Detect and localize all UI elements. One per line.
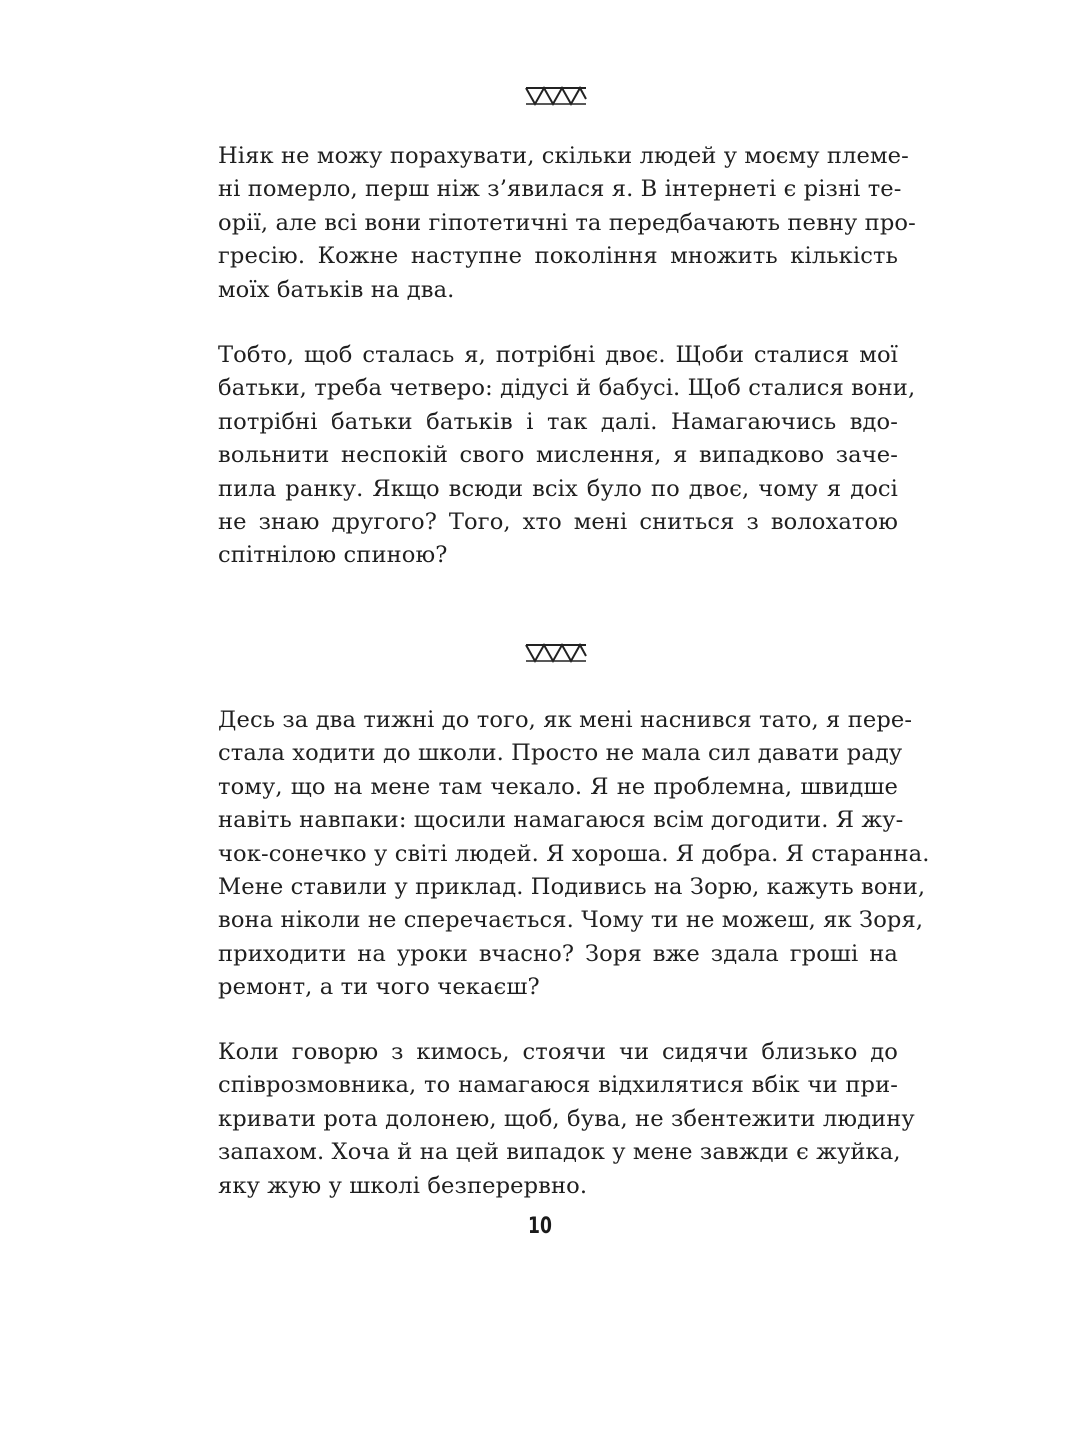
text-line: не знаю другого? Того, хто мені сниться з волохатою xyxy=(218,509,898,536)
text-line: Десь за два тижні до того, як мені наснився тато, я пере- xyxy=(218,707,913,733)
paragraph-3 xyxy=(218,704,930,1005)
section-divider-ornament-icon xyxy=(524,85,588,107)
section-divider-ornament-icon xyxy=(524,642,588,664)
text-line: вона ніколи не сперечається. Чому ти не можеш, як Зоря, xyxy=(218,907,924,934)
text-line: співрозмовника, то намагаюся відхилятися вбік чи при- xyxy=(218,1072,898,1099)
paragraph-2 xyxy=(218,339,916,573)
text-line: Коли говорю з кимось, стоячи чи сидячи близько до xyxy=(218,1039,898,1065)
text-line: Мене ставили у приклад. Подивись на Зорю, кажуть вони, xyxy=(218,874,926,901)
text-line: Тобто, щоб сталась я, потрібні двоє. Щоби сталися мої xyxy=(218,342,898,368)
page-number: 10 xyxy=(528,1214,552,1239)
text-line: приходити на уроки вчасно? Зоря вже здала гроші на xyxy=(218,940,898,967)
text-line: стала ходити до школи. Просто не мала сил давати раду xyxy=(218,740,903,767)
text-line: яку жую у школі безперервно. xyxy=(218,1172,588,1199)
text-line: вольнити неспокій свого мислення, я випадково заче- xyxy=(218,442,898,469)
text-line: ремонт, а ти чого чекаєш? xyxy=(218,974,540,1001)
paragraph-1 xyxy=(218,140,916,307)
text-line: тому, що на мене там чекало. Я не проблемна, швидше xyxy=(218,773,898,800)
text-line: орії, але всі вони гіпотетичні та передбачають певну про- xyxy=(218,209,916,236)
paragraph-4 xyxy=(218,1036,915,1203)
text-line: спітнілою спиною? xyxy=(218,542,448,569)
text-line: гресію. Кожне наступне покоління множить кількість xyxy=(218,243,898,270)
text-line: навіть навпаки: щосили намагаюся всім догодити. Я жу- xyxy=(218,807,904,834)
text-line: запахом. Хоча й на цей випадок у мене завжди є жуйка, xyxy=(218,1139,901,1166)
text-line: пила ранку. Якщо всюди всіх було по двоє, чому я досі xyxy=(218,475,898,502)
text-line: ні померло, перш ніж з’явилася я. В інтернеті є різні те- xyxy=(218,176,902,203)
text-line: батьки, треба четверо: дідусі й бабусі. Щоб сталися вони, xyxy=(218,375,916,402)
text-line: Ніяк не можу порахувати, скільки людей у моєму племе- xyxy=(218,143,909,169)
text-line: чок-сонечко у світі людей. Я хороша. Я добра. Я старанна. xyxy=(218,840,930,867)
text-line: кривати рота долонею, щоб, бува, не збентежити людину xyxy=(218,1105,915,1132)
text-line: потрібні батьки батьків і так далі. Намагаючись вдо- xyxy=(218,408,898,435)
text-line: моїх батьків на два. xyxy=(218,276,455,303)
